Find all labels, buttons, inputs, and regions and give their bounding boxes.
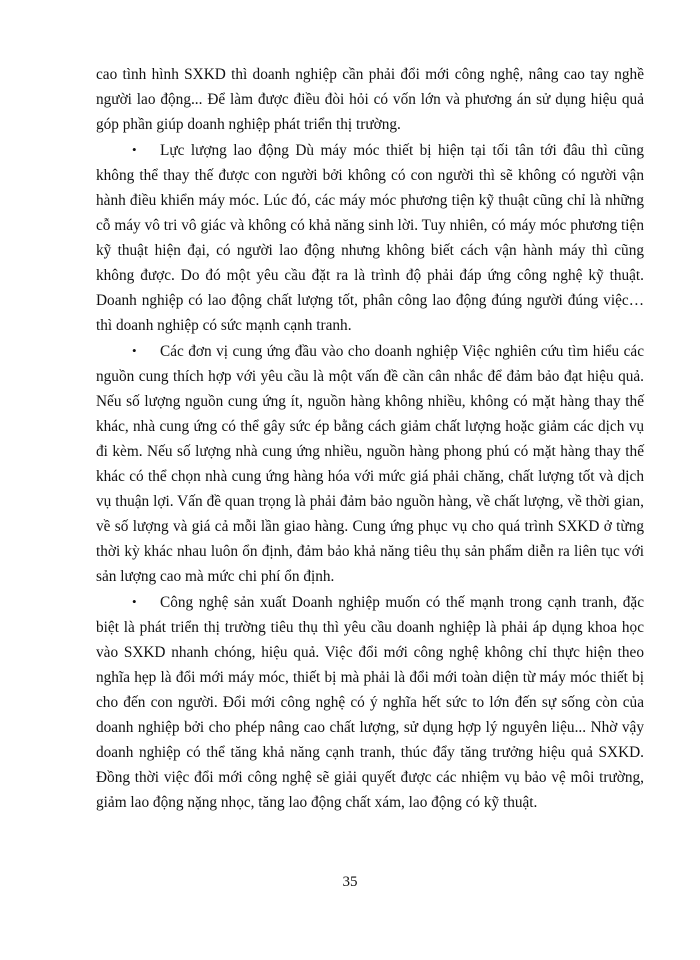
paragraph-text: Các đơn vị cung ứng đầu vào cho doanh nghiệp Việc nghiên cứu tìm hiểu các nguồn cung thích hợp với yêu cầu là một vấn đề cần cân nhắc để đảm bảo đạt hiệu quả. Nếu số lượng nguồn cung ứng ít, nguồn hàng không nhiều, không có mặt hàng thay thế khác, nhà cung ứng có thể gây sức ép bằng cách giảm chất lượng hoặc giảm các dịch vụ đi kèm. Nếu số lượng nhà cung ứng nhiều, nguồn hàng phong phú có mặt hàng thay thế khác có thể chọn nhà cung ứng hàng hóa với mức giá phải chăng, chất lượng tốt và dịch vụ thuận lợi. Vấn đề quan trọng là phải đảm bảo nguồn hàng, về chất lượng, về thời gian, về số lượng và giá cả mỗi lần giao hàng. Cung ứng phục vụ cho quá trình SXKD ở từng thời kỳ khác nhau luôn ổn định, đảm bảo khả năng tiêu thụ sản phẩm diễn ra liên tục với sản lượng cao mà mức chi phí ổn định. <box>96 343 644 585</box>
paragraph-continuation: cao tình hình SXKD thì doanh nghiệp cần phải đổi mới công nghệ, nâng cao tay nghề người lao động... Để làm được điều đòi hỏi có vốn lớn và phương án sử dụng hiệu quả góp phần giúp doanh nghiệp phát triển thị trường. <box>96 66 644 133</box>
paragraph-suppliers <box>96 338 644 589</box>
bullet-icon: • <box>132 594 137 609</box>
document-body <box>96 62 644 815</box>
bullet-icon: • <box>132 343 137 358</box>
paragraph-text: Công nghệ sản xuất Doanh nghiệp muốn có thế mạnh trong cạnh tranh, đặc biệt là phát triển thị trường tiêu thụ thì yêu cầu doanh nghiệp là phải áp dụng khoa học vào SXKD nhanh chóng, hiệu quả. Việc đổi mới công nghệ không chỉ thực hiện theo nghĩa hẹp là đổi mới máy móc, thiết bị mà phải là đổi mới toàn diện từ máy móc thiết bị cho đến con người. Đổi mới công nghệ có ý nghĩa hết sức to lớn đến sự sống còn của doanh nghiệp bởi cho phép nâng cao chất lượng, sử dụng hợp lý nguyên liệu... Nhờ vậy doanh nghiệp có thể tăng khả năng cạnh tranh, thúc đẩy tăng trưởng hiệu quả SXKD. Đồng thời việc đổi mới công nghệ sẽ giải quyết được các nhiệm vụ bảo vệ môi trường, giảm lao động nặng nhọc, tăng lao động chất xám, lao động có kỹ thuật. <box>96 594 644 811</box>
paragraph-production-technology <box>96 589 644 815</box>
paragraph-text: Lực lượng lao động Dù máy móc thiết bị hiện tại tối tân tới đâu thì cũng không thể thay thế được con người bởi không có con người thì sẽ không có người vận hành điều khiển máy móc. Lúc đó, các máy móc phương tiện kỹ thuật cũng chỉ là những cỗ máy vô tri vô giác và không có khả năng sinh lời. Tuy nhiên, có máy móc phương tiện kỹ thuật hiện đại, có người lao động nhưng không biết cách vận hành máy thì cũng không được. Do đó một yêu cầu đặt ra là trình độ phải đáp ứng công nghệ kỹ thuật. Doanh nghiệp có lao động chất lượng tốt, phân công lao động đúng người đúng việc… thì doanh nghiệp có sức mạnh cạnh tranh. <box>96 142 644 334</box>
page-number: 35 <box>342 874 358 890</box>
paragraph-labor-force <box>96 137 644 338</box>
bullet-icon: • <box>132 142 137 157</box>
